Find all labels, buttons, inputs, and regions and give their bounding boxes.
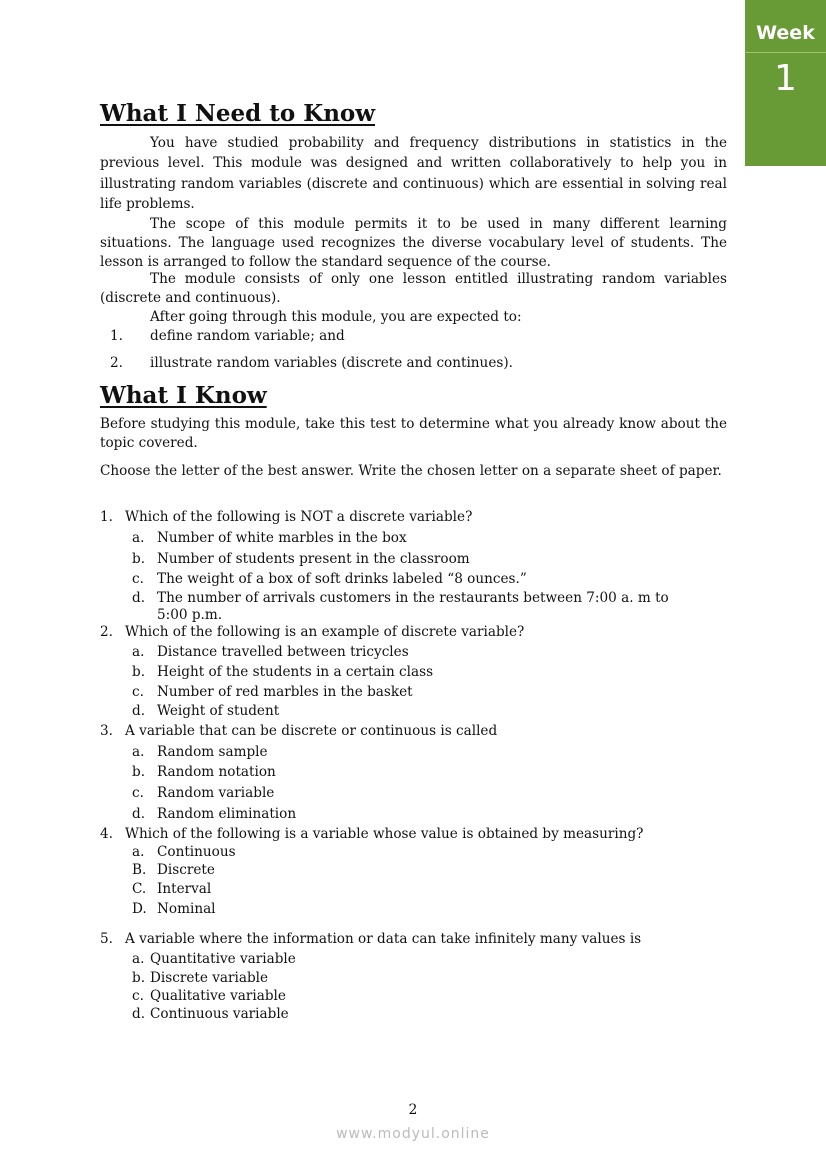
option-text: Qualitative variable xyxy=(150,988,286,1004)
intro-paragraph-1: You have studied probability and frequency distributions in statistics in the previous level. This module was designed and written collaboratively to help you in illustrating random variables (discrete and continuous) which are essential in solving real life problems. xyxy=(100,135,727,213)
option-letter: B. xyxy=(132,862,147,878)
intro-paragraph-2: The scope of this module permits it to be used in many different learning situations. The language used recognizes the diverse vocabulary level of students. The lesson is arranged to follow the standard sequence of the course. xyxy=(100,216,727,270)
option-letter: a. xyxy=(132,844,145,860)
option-text: Weight of student xyxy=(157,703,280,719)
option-letter: b. xyxy=(132,764,146,780)
option-text: Continuous variable xyxy=(150,1006,289,1022)
section-title-what-i-need-to-know: What I Need to Know xyxy=(100,100,376,127)
option-text: Height of the students in a certain class xyxy=(157,664,434,680)
option-text: Random elimination xyxy=(157,806,297,822)
week-number: 1 xyxy=(774,58,797,99)
option-letter: a. xyxy=(132,744,145,760)
question-text: A variable where the information or data can take infinitely many values is xyxy=(125,931,642,947)
option-letter: c. xyxy=(132,571,144,587)
question-text: A variable that can be discrete or continuous is called xyxy=(125,723,498,739)
question-text: Which of the following is NOT a discrete variable? xyxy=(125,509,473,525)
option-text: Random notation xyxy=(157,764,276,780)
divider xyxy=(745,52,826,53)
option-letter: a. xyxy=(132,951,145,967)
question-number: 1. xyxy=(100,509,113,525)
question-text: Which of the following is a variable whose value is obtained by measuring? xyxy=(125,826,644,842)
option-letter: b. xyxy=(132,664,146,680)
question-list xyxy=(100,0,727,1100)
page-number: 2 xyxy=(408,1102,418,1118)
intro-paragraph-3: The module consists of only one lesson entitled illustrating random variables (discrete and continuous). xyxy=(100,271,727,306)
option-text: Number of white marbles in the box xyxy=(157,530,407,546)
question-number: 2. xyxy=(100,624,113,640)
option-text: Random sample xyxy=(157,744,268,760)
option-letter: d. xyxy=(132,590,146,606)
option-text: Quantitative variable xyxy=(150,951,296,967)
option-text: Continuous xyxy=(157,844,236,860)
option-text: Discrete variable xyxy=(150,970,269,986)
intro-paragraph-4: After going through this module, you are expected to: xyxy=(150,309,522,325)
option-letter: D. xyxy=(132,901,147,917)
option-letter: c. xyxy=(132,785,144,801)
week-tab xyxy=(745,0,826,166)
question-number: 3. xyxy=(100,723,113,739)
test-instructions: Choose the letter of the best answer. Write the chosen letter on a separate sheet of paper. xyxy=(100,463,722,479)
week-label: Week xyxy=(756,22,815,44)
option-letter: c. xyxy=(132,988,144,1004)
option-letter: C. xyxy=(132,881,147,897)
test-intro: Before studying this module, take this test to determine what you already know about the topic covered. xyxy=(100,416,727,451)
option-letter: d. xyxy=(132,703,146,719)
watermark: www.modyul.online xyxy=(336,1126,490,1142)
option-letter: a. xyxy=(132,644,145,660)
section-title-what-i-know: What I Know xyxy=(100,382,267,409)
question-text: Which of the following is an example of discrete variable? xyxy=(125,624,525,640)
option-text: The number of arrivals customers in the restaurants between 7:00 a. m to xyxy=(157,590,669,606)
option-text: Number of students present in the classroom xyxy=(157,551,470,567)
option-text: Distance travelled between tricycles xyxy=(157,644,409,660)
question-number: 5. xyxy=(100,931,113,947)
option-text: Number of red marbles in the basket xyxy=(157,684,413,700)
option-letter: d. xyxy=(132,1006,146,1022)
option-letter: c. xyxy=(132,684,144,700)
option-text-continued: 5:00 p.m. xyxy=(157,607,223,623)
option-text: Interval xyxy=(157,881,212,897)
option-text: Nominal xyxy=(157,901,216,917)
option-letter: a. xyxy=(132,530,145,546)
option-letter: b. xyxy=(132,970,146,986)
option-letter: b. xyxy=(132,551,146,567)
option-text: The weight of a box of soft drinks labeled “8 ounces.” xyxy=(157,571,527,587)
option-letter: d. xyxy=(132,806,146,822)
option-text: Random variable xyxy=(157,785,275,801)
question-number: 4. xyxy=(100,826,113,842)
document-page: Week 1 What I Need to Know You have studied probability and frequency distributions in statistics in the previous level. This module was designed and written collaboratively to help you in illustrating random variables (discrete and continuous) which are essential in solving real life problems. The scope of this module permits it to be used in many different learning situations. The language used recognizes the diverse vocabulary level of students. The lesson is arranged to follow the standard sequence of the course. The module consists of only one lesson entitled illustrating random variables (discrete and continuous). After going through this module, you are expected to: 1. define random variable; and 2. illustrate random variables (discrete and continues). What I Know Before studying this module, take this test to determine what you already know about the topic covered. Choose the letter of the best answer. Write the chosen letter on a separate sheet of paper. 1. Which of the following is NOT a discrete variable? a. Number of white marbles in the box b. Number of students present in the classroom c. The weight of a box of soft drinks labeled “8 ounces.” d. The number of arrivals customers in the restaurants between 7:00 a. m to 5:00 p.m. 2. Which of the following is an example of discrete variable? a. Distance travelled between tricycles b. Height of the students in a certain class c. Number of red marbles in the basket d. Weight of student 3. A variable that can be discrete or continuous is called a. Random sample b. Random notation c. Random variable d. Random elimination 4. Which of the following is a variable whose value is obtained by measuring? a. Continuous B. Discrete C. Interval D. Nominal 5. A variable where the information or data can take infinitely many values is a. Quantitative variable b. Discrete variable c. Qualitative variable d. Continuous variable 2 www.modyul.online xyxy=(0,0,826,1169)
option-text: Discrete xyxy=(157,862,215,878)
